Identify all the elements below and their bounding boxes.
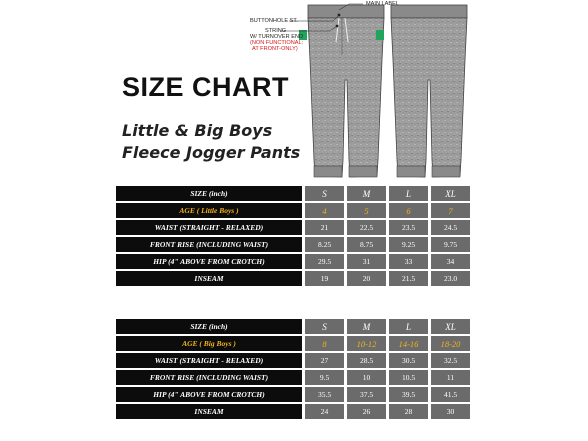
table-row [116,271,470,286]
cell-value: 8.75 [347,237,386,252]
row-label: INSEAM [116,404,302,419]
size-xl: XL [431,186,470,201]
cell-value: 26 [347,404,386,419]
age-value: 4 [305,203,344,218]
table-row [116,220,470,235]
cell-value: 11 [431,370,470,385]
cell-value: 35.5 [305,387,344,402]
table-row [116,404,470,419]
cell-value: 39.5 [389,387,428,402]
cell-value: 29.5 [305,254,344,269]
right-pocket-tag [376,30,384,40]
cell-value: 34 [431,254,470,269]
cell-value: 37.5 [347,387,386,402]
size-s: S [305,186,344,201]
non-functional-note-line1: (NON FUNCTIONAL: [250,40,304,46]
size-m: M [347,186,386,201]
cell-value: 41.5 [431,387,470,402]
cell-value: 23.5 [389,220,428,235]
cell-value: 23.0 [431,271,470,286]
main-label-callout: MAIN LABEL [366,1,399,7]
age-row [116,203,470,218]
age-row [116,336,470,351]
row-label: FRONT RISE (INCLUDING WAIST) [116,237,302,252]
cell-value: 19 [305,271,344,286]
jogger-pants-illustration [0,0,588,200]
cell-value: 31 [347,254,386,269]
row-label: HIP (4" ABOVE FROM CROTCH) [116,387,302,402]
cell-value: 28.5 [347,353,386,368]
size-header-label: SIZE (inch) [116,319,302,334]
cell-value: 9.75 [431,237,470,252]
age-value: 14-16 [389,336,428,351]
string-callout-line1: STRING [265,28,287,34]
cell-value: 8.25 [305,237,344,252]
big-boys-size-table [113,317,473,421]
cell-value: 21.5 [389,271,428,286]
size-s: S [305,319,344,334]
cell-value: 22.5 [347,220,386,235]
row-label: WAIST (STRAIGHT - RELAXED) [116,353,302,368]
age-value: 18-20 [431,336,470,351]
age-value: 6 [389,203,428,218]
cell-value: 10.5 [389,370,428,385]
table-header-row [116,319,470,334]
row-label: HIP (4" ABOVE FROM CROTCH) [116,254,302,269]
cell-value: 24.5 [431,220,470,235]
cell-value: 30.5 [389,353,428,368]
size-header-label: SIZE (inch) [116,186,302,201]
cell-value: 9.5 [305,370,344,385]
subtitle-line1: Little & Big Boys [122,121,273,140]
subtitle-line2: Fleece Jogger Pants [122,143,301,162]
page-title: SIZE CHART [122,72,289,102]
cell-value: 10 [347,370,386,385]
back-view-pants [391,5,467,177]
little-boys-size-table [113,184,473,288]
table-row [116,370,470,385]
cell-value: 24 [305,404,344,419]
cell-value: 33 [389,254,428,269]
cell-value: 27 [305,353,344,368]
non-functional-note-line2: AT FRONT-ONLY) [252,46,298,52]
string-callout-line2: W/ TURNOVER END [250,34,304,40]
table-header-row [116,186,470,201]
table-row [116,387,470,402]
row-label: FRONT RISE (INCLUDING WAIST) [116,370,302,385]
size-l: L [389,319,428,334]
size-l: L [389,186,428,201]
age-label: AGE ( Little Boys ) [116,203,302,218]
age-value: 8 [305,336,344,351]
row-label: WAIST (STRAIGHT - RELAXED) [116,220,302,235]
age-label: AGE ( Big Boys ) [116,336,302,351]
age-value: 7 [431,203,470,218]
size-xl: XL [431,319,470,334]
cell-value: 30 [431,404,470,419]
buttonhole-callout: BUTTONHOLE ST. [250,18,298,24]
cell-value: 21 [305,220,344,235]
cell-value: 20 [347,271,386,286]
table-row [116,254,470,269]
cell-value: 32.5 [431,353,470,368]
table-row [116,353,470,368]
size-m: M [347,319,386,334]
age-value: 5 [347,203,386,218]
cell-value: 9.25 [389,237,428,252]
age-value: 10-12 [347,336,386,351]
row-label: INSEAM [116,271,302,286]
table-row [116,237,470,252]
cell-value: 28 [389,404,428,419]
